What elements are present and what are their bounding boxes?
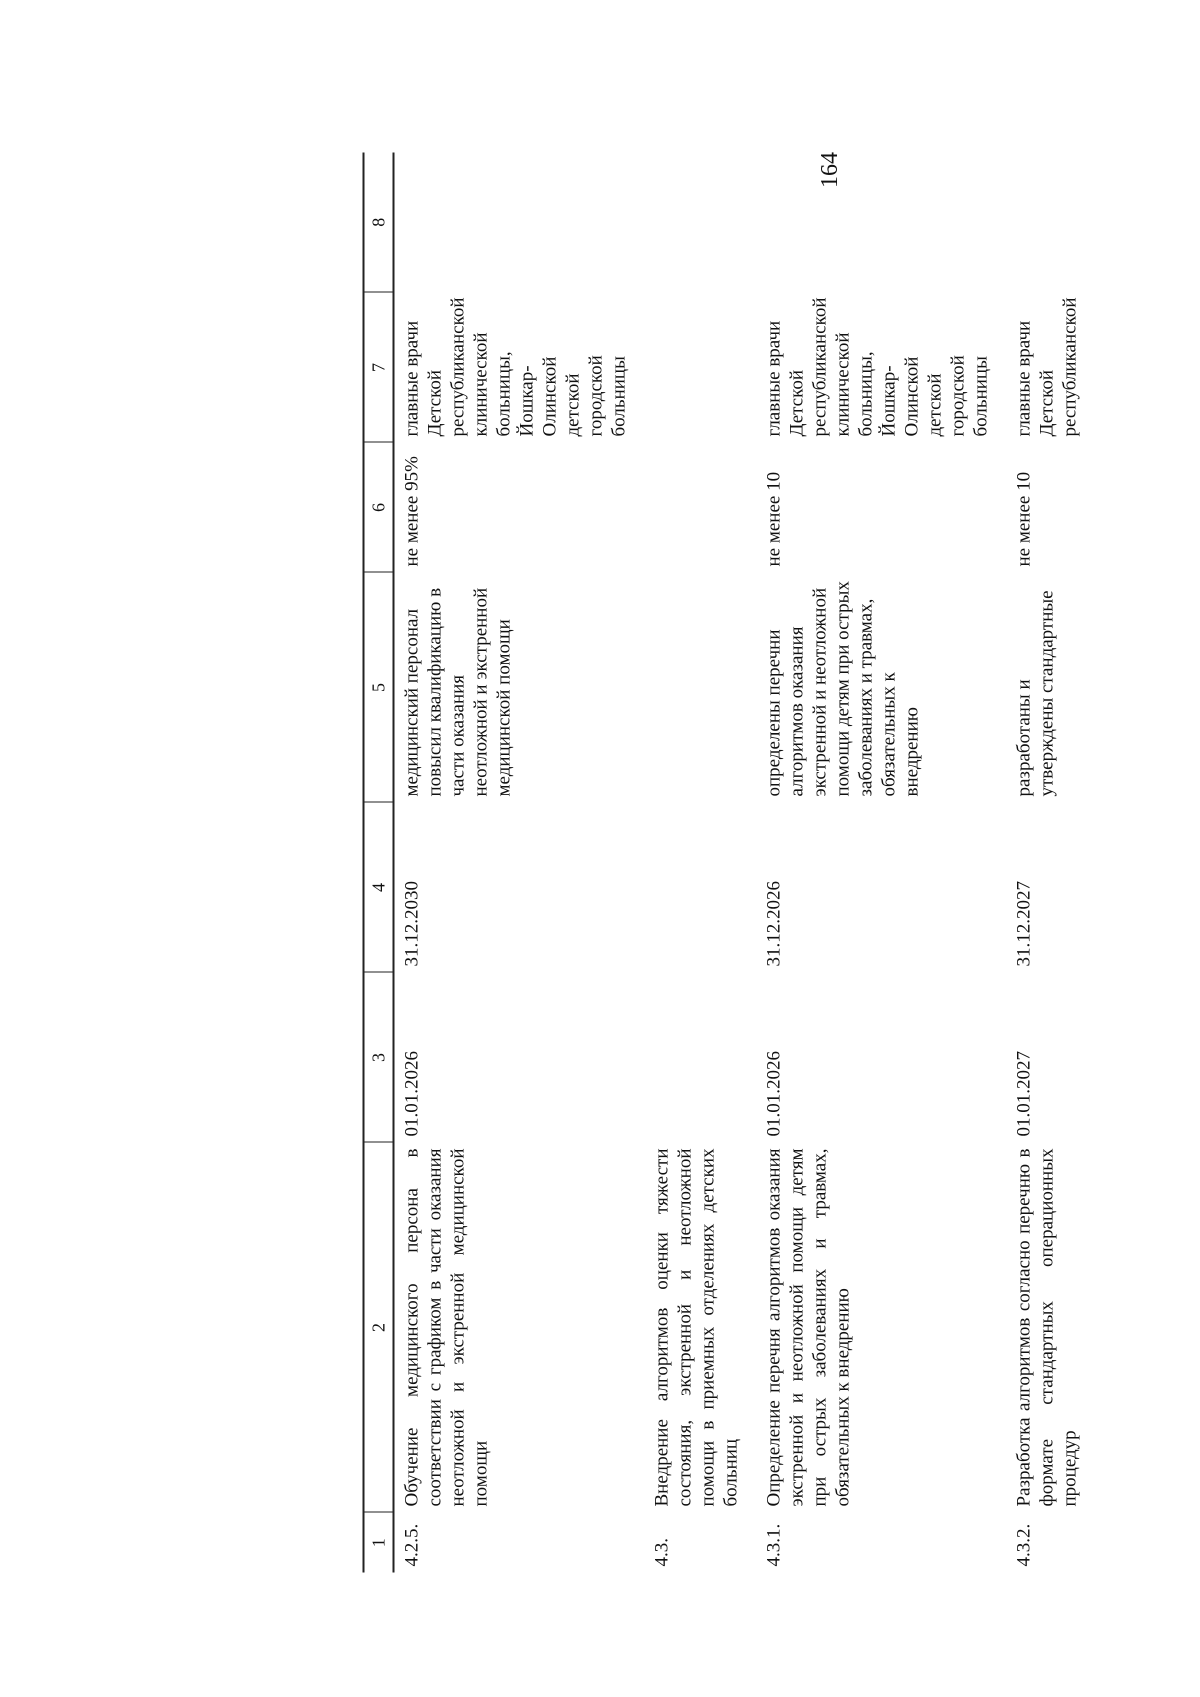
- rotated-table-sheet: [363, 153, 1081, 1573]
- row-number: 4.2.5.: [401, 1523, 423, 1567]
- row-number: 4.3.1.: [763, 1523, 785, 1567]
- column-header: 1: [364, 1513, 394, 1573]
- column-header: 2: [364, 1143, 394, 1513]
- start-date-cell: 01.01.2027: [1013, 1051, 1035, 1137]
- table-row: [757, 153, 1007, 1573]
- table-row: [394, 153, 645, 1573]
- result-cell: [645, 573, 757, 803]
- start-date-cell: [645, 973, 757, 1143]
- activity-cell: Разработка алгоритмов согласно перечню в формате стандартных операционных процедур: [1013, 1148, 1081, 1507]
- column-header: 7: [364, 293, 394, 443]
- responsible-cell: [645, 293, 757, 443]
- table-row: [645, 153, 757, 1573]
- note-cell: [645, 153, 757, 293]
- result-cell: определены перечни алгоритмов оказания экстренной и неотложной помощи детям при острых заболеваниях и травмах, обязательных к внедрению: [763, 581, 923, 797]
- indicator-cell: не менее 10: [763, 471, 785, 567]
- activity-cell: Внедрение алгоритмов оценки тяжести состояния, экстренной и неотложной помощи в приемных отделениях детских больниц: [651, 1148, 742, 1507]
- activity-cell: Обучение медицинского персона в соответствии с графиком в части оказания неотложной и экстренной медицинской помощи: [401, 1148, 492, 1507]
- column-header: 5: [364, 573, 394, 803]
- indicator-cell: не менее 10: [1013, 471, 1035, 567]
- result-cell: медицинский персонал повысил квалификацию в части оказания неотложной и экстренной медицинской помощи: [401, 587, 515, 797]
- table-row: [1007, 153, 1096, 1573]
- result-cell: разработаны и утверждены стандартные: [1013, 590, 1058, 797]
- column-header: 6: [364, 443, 394, 573]
- column-header: 3: [364, 973, 394, 1143]
- indicator-cell: [645, 443, 757, 573]
- row-number: 4.3.: [651, 1538, 673, 1567]
- page-number: 164: [817, 152, 843, 188]
- responsible-cell: главные врачи Детской республиканской: [1013, 297, 1081, 437]
- column-header: 4: [364, 803, 394, 973]
- end-date-cell: 31.12.2030: [401, 881, 423, 967]
- note-cell: [1007, 153, 1096, 293]
- start-date-cell: 01.01.2026: [401, 1051, 423, 1137]
- column-number-row: [364, 153, 394, 1573]
- start-date-cell: 01.01.2026: [763, 1051, 785, 1137]
- activities-table: [363, 153, 1096, 1573]
- responsible-cell: главные врачи Детской республиканской клинической больницы, Йошкар-Олинской детской городской больницы: [401, 297, 630, 437]
- end-date-cell: [645, 803, 757, 973]
- indicator-cell: не менее 95%: [401, 456, 423, 567]
- activity-cell: Определение перечня алгоритмов оказания экстренной и неотложной помощи детям при острых заболеваниях и травмах, обязательных к внедрению: [763, 1148, 854, 1507]
- end-date-cell: 31.12.2026: [763, 881, 785, 967]
- responsible-cell: главные врачи Детской республиканской клинической больницы, Йошкар-Олинской детской городской больницы: [763, 297, 992, 437]
- note-cell: [394, 153, 645, 293]
- note-cell: [757, 153, 1007, 293]
- end-date-cell: 31.12.2027: [1013, 881, 1035, 967]
- column-header: 8: [364, 153, 394, 293]
- row-number: 4.3.2.: [1013, 1523, 1035, 1567]
